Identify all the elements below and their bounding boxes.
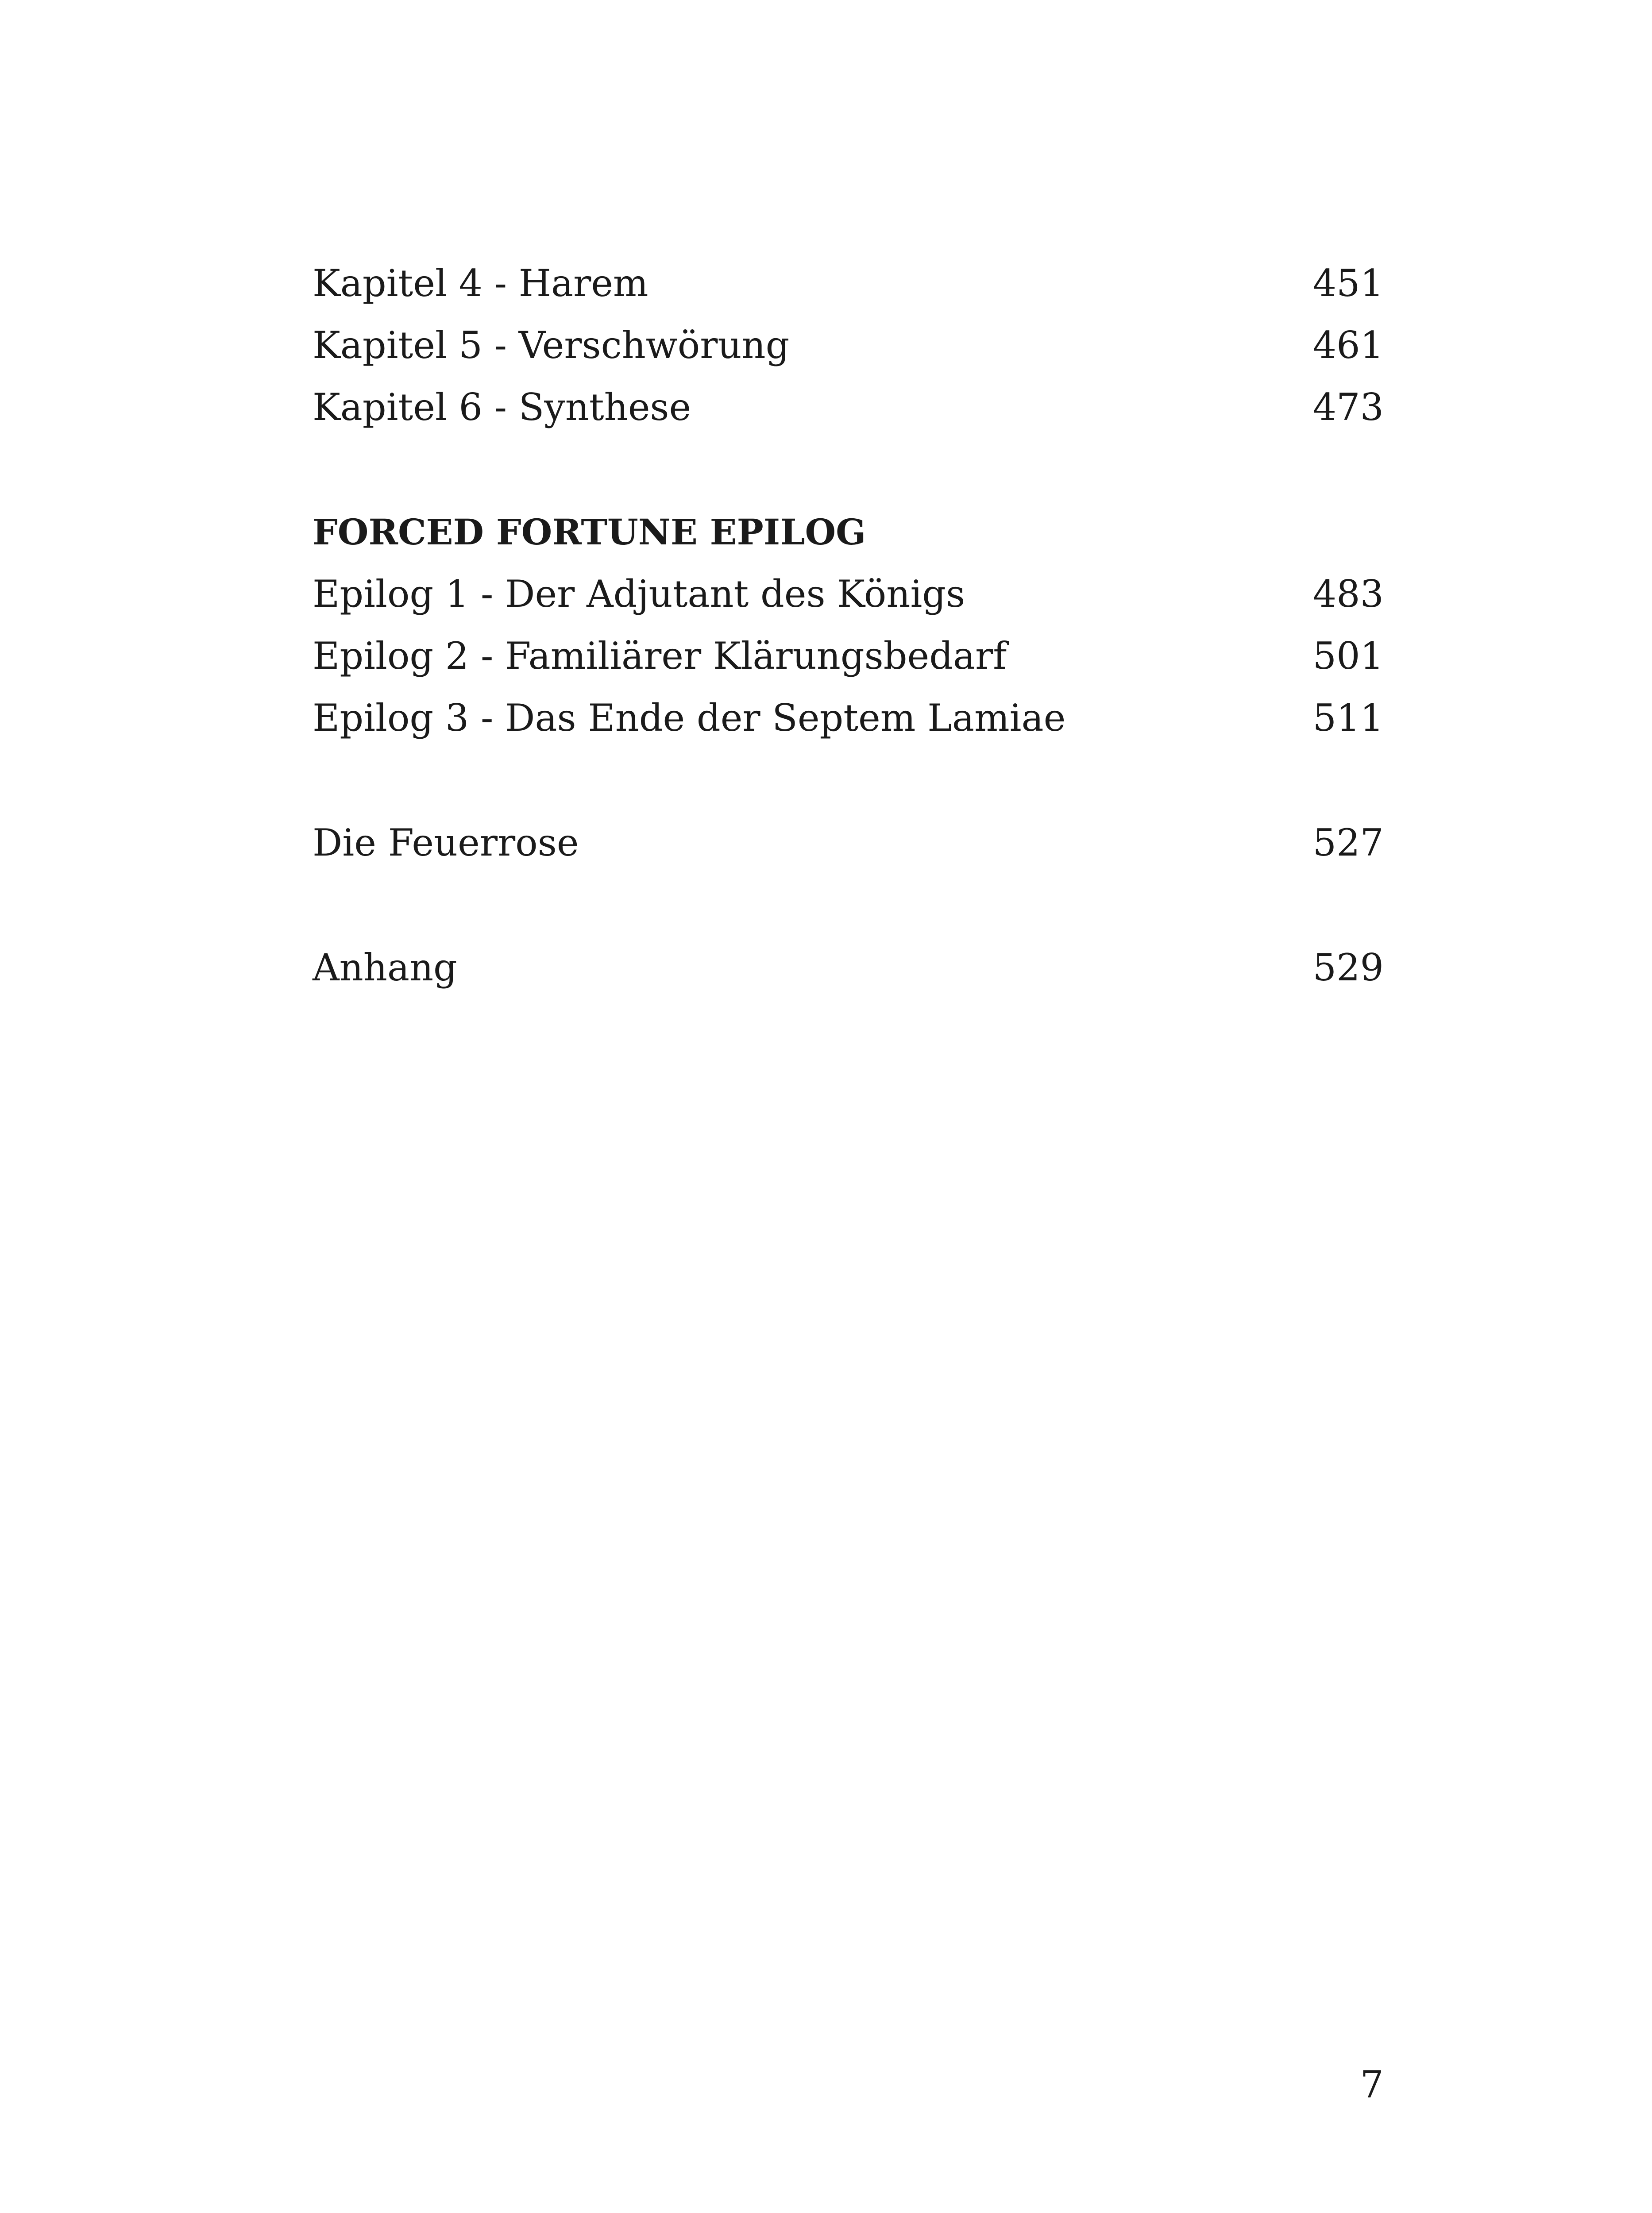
toc-entry-title: Kapitel 5 - Verschwörung	[313, 324, 790, 367]
toc-entry-page: 529	[1312, 946, 1384, 989]
toc-entry-feuerrose	[313, 812, 1384, 874]
section-heading-epilog: FORCED FORTUNE EPILOG	[313, 511, 866, 553]
toc-entry-page: 461	[1312, 324, 1384, 367]
toc-entry-epilog-2	[313, 625, 1384, 687]
page-number: 7	[1360, 2063, 1384, 2106]
toc-entry-page: 501	[1312, 634, 1384, 678]
toc-entry-epilog-1	[313, 563, 1384, 625]
toc-entry-page: 527	[1312, 821, 1384, 864]
toc-entry-kapitel-4	[313, 252, 1384, 314]
toc-entry-title: Die Feuerrose	[313, 821, 579, 864]
toc-entry-page: 451	[1312, 262, 1384, 305]
toc-entry-kapitel-6	[313, 376, 1384, 438]
toc-entry-page: 483	[1312, 572, 1384, 616]
toc-entry-title: Anhang	[313, 946, 457, 989]
toc-entry-kapitel-5	[313, 314, 1384, 376]
toc-entry-epilog-3	[313, 687, 1384, 749]
toc-entry-title: Epilog 3 - Das Ende der Septem Lamiae	[313, 696, 1066, 740]
toc-entry-page: 511	[1312, 696, 1384, 740]
toc-entry-page: 473	[1312, 386, 1384, 429]
toc-entry-title: Kapitel 6 - Synthese	[313, 386, 691, 429]
toc-entry-title: Epilog 1 - Der Adjutant des Königs	[313, 572, 965, 616]
toc-entry-anhang	[313, 937, 1384, 999]
toc-entry-title: Epilog 2 - Familiärer Klärungsbedarf	[313, 634, 1007, 678]
toc-entry-title: Kapitel 4 - Harem	[313, 262, 648, 305]
